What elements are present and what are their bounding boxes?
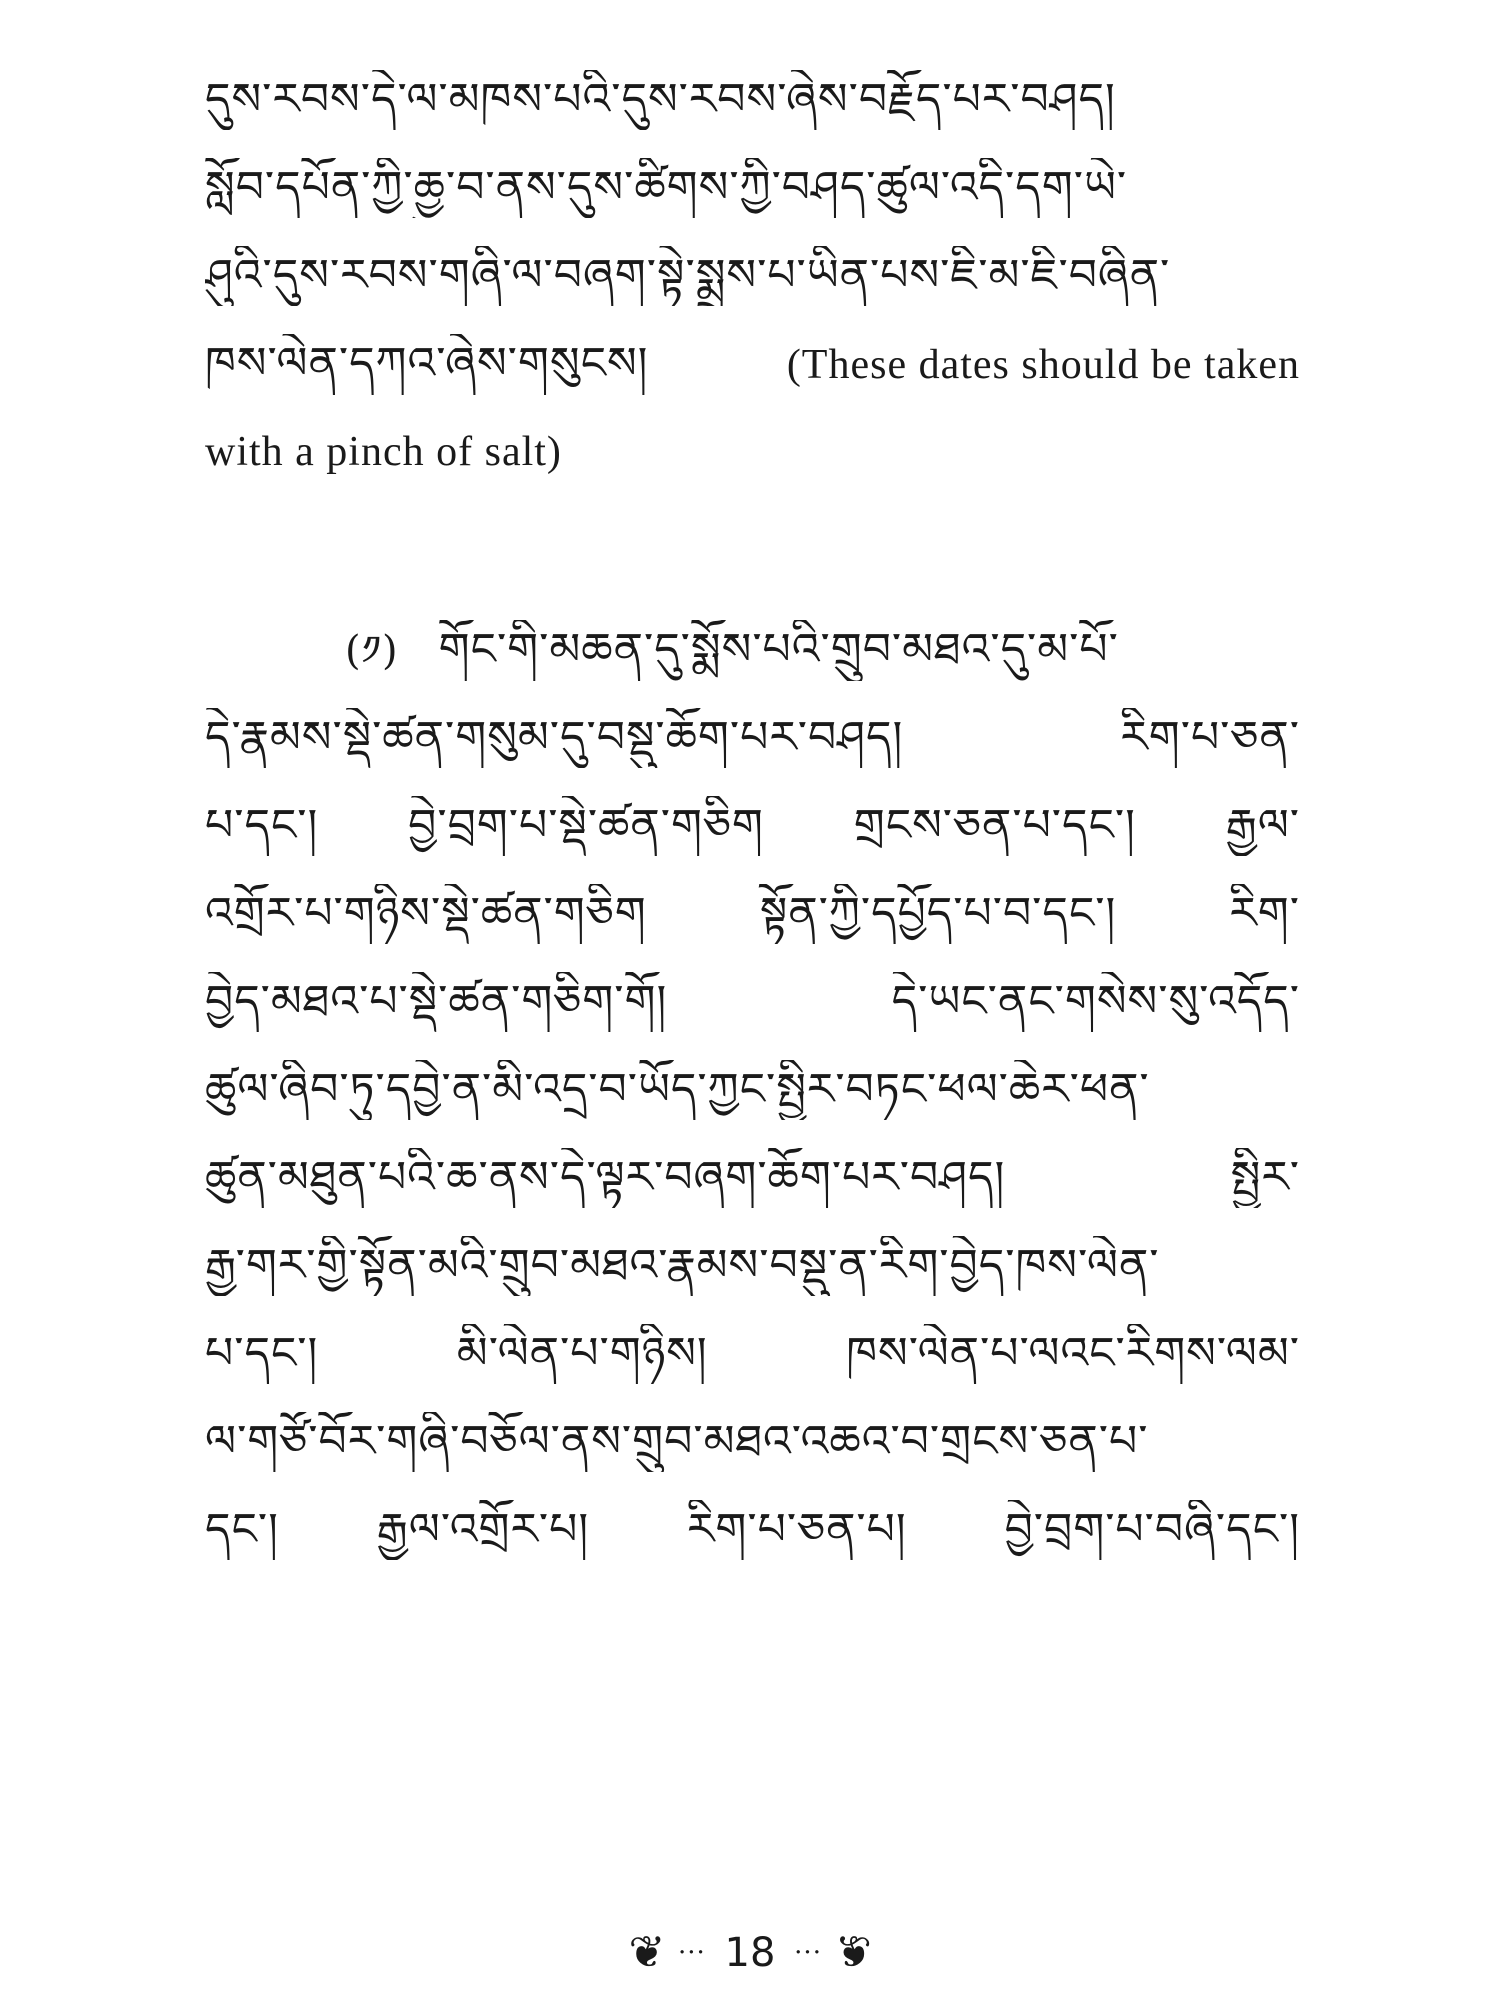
text-line: ཚུན་མཐུན་པའི་ཆ་ནས་དེ་ལྟར་བཞག་ཆོག་པར་བཤད། སྤྱིར་ (205, 1152, 1300, 1203)
footer-dots-left: ··· (678, 1938, 706, 1968)
text-line: པ་དང་། མི་ལེན་པ་གཉིས། ཁས་ལེན་པ་ལའང་རིགས་ལམ་ (205, 1328, 1300, 1379)
page-footer (0, 1925, 1500, 1978)
text-line: ཚུལ་ཞིབ་ཏུ་དབྱེ་ན་མི་འདྲ་བ་ཡོད་ཀྱང་སྤྱིར་བཏང་ཕལ་ཆེར་ཕན་ (205, 1064, 1150, 1115)
ornament-left-icon: ❦ (628, 1927, 666, 1978)
text-line: ཤུའི་དུས་རབས་གཞི་ལ་བཞག་སྟེ་སྨྲས་པ་ཡིན་པས་ཇི་མ་ཇི་བཞིན་ (205, 250, 1171, 301)
tibetan-text: ཁས་ལེན་དཀའ་ཞེས་གསུངས། (205, 338, 649, 389)
text-line: བྱེད་མཐའ་པ་སྡེ་ཚན་གཅིག་གོ། དེ་ཡང་ནང་གསེས་སུ་འདོད་ (205, 976, 1300, 1027)
page-number: 18 (724, 1930, 776, 1976)
footer-dots-right: ··· (794, 1938, 822, 1968)
text-line: གོང་གི་མཆན་དུ་སྨོས་པའི་གྲུབ་མཐའ་དུ་མ་པོ་ (438, 624, 1119, 675)
text-line: དུས་རབས་དེ་ལ་མཁས་པའི་དུས་རབས་ཞེས་བརྗོད་པར་བཤད། (205, 74, 1116, 125)
english-continuation: with a pinch of salt) (205, 429, 562, 475)
text-line: དེ་རྣམས་སྡེ་ཚན་གསུམ་དུ་བསྡུ་ཆོག་པར་བཤད། རིག་པ་ཅན་ (205, 712, 1300, 763)
english-text: (These dates should be taken (786, 342, 1300, 388)
text-line: རྒྱ་གར་གྱི་སྟོན་མའི་གྲུབ་མཐའ་རྣམས་བསྡུ་ན་རིག་བྱེད་ཁས་ལེན་ (205, 1240, 1160, 1291)
text-line: པ་དང་། བྱེ་བྲག་པ་སྡེ་ཚན་གཅིག གྲངས་ཅན་པ་དང་། རྒྱལ་ (205, 800, 1300, 851)
paragraph-first-line (205, 620, 1300, 681)
paragraph-number: (༡) (345, 628, 399, 674)
ornament-right-icon: ❦ (834, 1927, 872, 1978)
mixed-language-line (205, 334, 1300, 395)
text-line: དང་། རྒྱལ་འགྲོར་པ། རིག་པ་ཅན་པ། བྱེ་བྲག་པ་བཞི་དང་། (205, 1504, 1300, 1555)
text-line: སློབ་དཔོན་ཀྱི་ཆྱུ་བ་ནས་དུས་ཚིགས་ཀྱི་བཤད་ཚུལ་འདི་དག་ཡེ་ (205, 162, 1128, 213)
text-line: འགྲོར་པ་གཉིས་སྡེ་ཚན་གཅིག སྟོན་ཀྱི་དཔྱོད་པ་བ་དང་། རིག་ (205, 888, 1300, 939)
text-line: ལ་གཙོ་བོར་གཞི་བཅོལ་ནས་གྲུབ་མཐའ་འཆའ་བ་གྲངས་ཅན་པ་ (205, 1416, 1149, 1467)
